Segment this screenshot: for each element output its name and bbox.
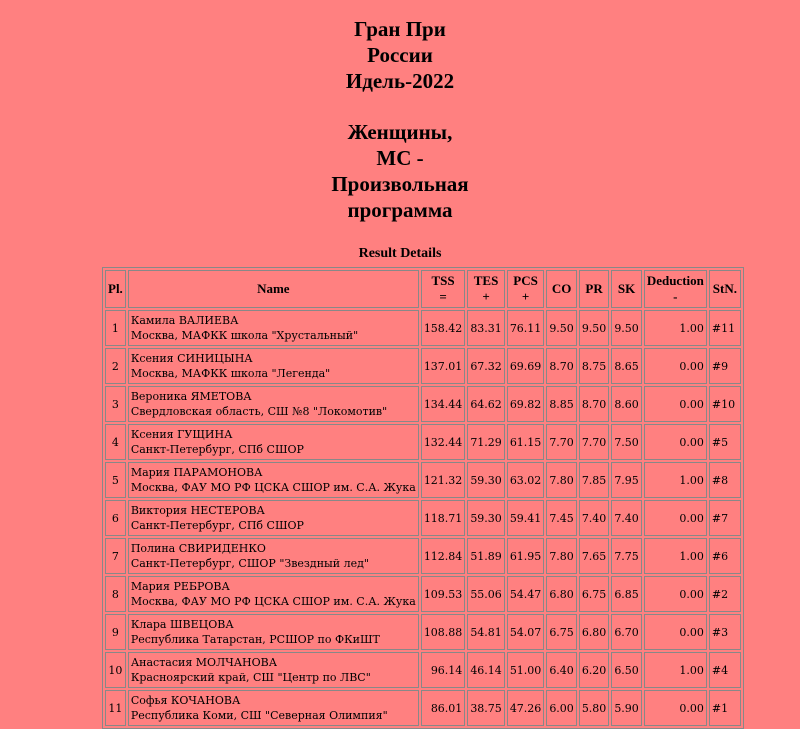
deduction-cell: 0.00 — [644, 614, 707, 650]
pr-cell: 7.65 — [579, 538, 610, 574]
athlete-club: Москва, ФАУ МО РФ ЦСКА СШОР им. С.А. Жука — [130, 481, 416, 494]
co-cell: 8.70 — [546, 348, 577, 384]
athlete-cell — [128, 614, 419, 650]
category-title-line: Женщины, — [347, 120, 453, 144]
table-row — [105, 310, 741, 346]
co-cell: 7.70 — [546, 424, 577, 460]
pcs-cell: 69.82 — [507, 386, 545, 422]
event-title-line: Идель-2022 — [345, 69, 455, 93]
pr-cell: 8.75 — [579, 348, 610, 384]
page-header — [0, 0, 800, 263]
tss-cell: 132.44 — [421, 424, 466, 460]
athlete-name: Мария ПАРАМОНОВА — [130, 466, 263, 479]
table-row — [105, 424, 741, 460]
pr-cell: 8.70 — [579, 386, 610, 422]
deduction-cell: 0.00 — [644, 690, 707, 726]
start-number-cell: #11 — [709, 310, 741, 346]
athlete-club: Москва, МАФКК школа "Хрустальный" — [130, 329, 359, 342]
co-cell: 6.80 — [546, 576, 577, 612]
sk-cell: 7.95 — [611, 462, 642, 498]
table-row — [105, 538, 741, 574]
pr-cell: 7.40 — [579, 500, 610, 536]
athlete-club: Республика Татарстан, РСШОР по ФКиШТ — [130, 633, 380, 646]
pcs-cell: 69.69 — [507, 348, 545, 384]
pr-cell: 6.80 — [579, 614, 610, 650]
category-title-line: Произвольная — [331, 172, 469, 196]
pcs-cell: 54.07 — [507, 614, 545, 650]
athlete-club: Москва, ФАУ МО РФ ЦСКА СШОР им. С.А. Жука — [130, 595, 416, 608]
pr-cell: 9.50 — [579, 310, 610, 346]
sk-cell: 6.70 — [611, 614, 642, 650]
tss-cell: 118.71 — [421, 500, 466, 536]
start-number-cell: #4 — [709, 652, 741, 688]
deduction-cell: 0.00 — [644, 348, 707, 384]
start-number-cell: #5 — [709, 424, 741, 460]
place-cell: 4 — [105, 424, 126, 460]
athlete-name: Виктория НЕСТЕРОВА — [130, 504, 265, 517]
tes-cell: 54.81 — [467, 614, 505, 650]
athlete-cell — [128, 652, 419, 688]
athlete-cell — [128, 538, 419, 574]
table-row — [105, 576, 741, 612]
athlete-cell — [128, 424, 419, 460]
pcs-cell: 47.26 — [507, 690, 545, 726]
place-cell: 5 — [105, 462, 126, 498]
header-pcs-label: PCS — [513, 273, 538, 288]
table-header-row — [105, 270, 741, 308]
event-title-line: Гран При — [354, 17, 446, 41]
header-pr: PR — [579, 270, 610, 308]
sk-cell: 5.90 — [611, 690, 642, 726]
header-co: CO — [546, 270, 577, 308]
deduction-cell: 0.00 — [644, 424, 707, 460]
start-number-cell: #2 — [709, 576, 741, 612]
table-row — [105, 500, 741, 536]
athlete-name: Ксения СИНИЦЫНА — [130, 352, 253, 365]
start-number-cell: #9 — [709, 348, 741, 384]
athlete-cell — [128, 690, 419, 726]
place-cell: 10 — [105, 652, 126, 688]
co-cell: 8.85 — [546, 386, 577, 422]
sk-cell: 7.50 — [611, 424, 642, 460]
co-cell: 6.40 — [546, 652, 577, 688]
athlete-club: Красноярский край, СШ "Центр по ЛВС" — [130, 671, 371, 684]
start-number-cell: #6 — [709, 538, 741, 574]
deduction-cell: 1.00 — [644, 462, 707, 498]
deduction-cell: 0.00 — [644, 576, 707, 612]
sk-cell: 6.85 — [611, 576, 642, 612]
header-sk: SK — [611, 270, 642, 308]
header-place: Pl. — [105, 270, 126, 308]
table-row — [105, 462, 741, 498]
pr-cell: 7.70 — [579, 424, 610, 460]
header-tss-label: TSS — [431, 273, 455, 288]
tes-cell: 59.30 — [467, 462, 505, 498]
place-cell: 8 — [105, 576, 126, 612]
pr-cell: 6.20 — [579, 652, 610, 688]
co-cell: 7.80 — [546, 462, 577, 498]
start-number-cell: #10 — [709, 386, 741, 422]
place-cell: 1 — [105, 310, 126, 346]
results-table — [102, 267, 744, 729]
deduction-cell: 0.00 — [644, 386, 707, 422]
tes-cell: 38.75 — [467, 690, 505, 726]
deduction-cell: 1.00 — [644, 310, 707, 346]
place-cell: 9 — [105, 614, 126, 650]
start-number-cell: #1 — [709, 690, 741, 726]
sk-cell: 9.50 — [611, 310, 642, 346]
pr-cell: 6.75 — [579, 576, 610, 612]
place-cell: 3 — [105, 386, 126, 422]
sk-cell: 7.75 — [611, 538, 642, 574]
category-title — [0, 119, 800, 223]
table-row — [105, 348, 741, 384]
sk-cell: 8.60 — [611, 386, 642, 422]
header-tes — [467, 270, 505, 308]
athlete-cell — [128, 386, 419, 422]
table-row — [105, 614, 741, 650]
athlete-name: Софья КОЧАНОВА — [130, 694, 241, 707]
pcs-cell: 63.02 — [507, 462, 545, 498]
sk-cell: 6.50 — [611, 652, 642, 688]
co-cell: 7.45 — [546, 500, 577, 536]
pcs-cell: 59.41 — [507, 500, 545, 536]
header-tss — [421, 270, 466, 308]
athlete-name: Мария РЕБРОВА — [130, 580, 230, 593]
pcs-cell: 54.47 — [507, 576, 545, 612]
tss-cell: 137.01 — [421, 348, 466, 384]
tes-cell: 71.29 — [467, 424, 505, 460]
header-deduction — [644, 270, 707, 308]
start-number-cell: #3 — [709, 614, 741, 650]
athlete-club: Свердловская область, СШ №8 "Локомотив" — [130, 405, 388, 418]
co-cell: 6.75 — [546, 614, 577, 650]
header-pcs — [507, 270, 545, 308]
header-tes-label: TES — [473, 273, 499, 288]
tss-cell: 108.88 — [421, 614, 466, 650]
pr-cell: 5.80 — [579, 690, 610, 726]
athlete-cell — [128, 348, 419, 384]
tss-cell: 121.32 — [421, 462, 466, 498]
tes-cell: 59.30 — [467, 500, 505, 536]
athlete-club: Санкт-Петербург, СПб СШОР — [130, 519, 304, 532]
category-title-line: программа — [347, 198, 453, 222]
start-number-cell: #8 — [709, 462, 741, 498]
tss-cell: 86.01 — [421, 690, 466, 726]
results-body — [105, 310, 741, 726]
header-tss-sign: = — [439, 289, 447, 304]
athlete-club: Республика Коми, СШ "Северная Олимпия" — [130, 709, 388, 722]
tss-cell: 96.14 — [421, 652, 466, 688]
place-cell: 7 — [105, 538, 126, 574]
section-title: Result Details — [358, 246, 442, 261]
pr-cell: 7.85 — [579, 462, 610, 498]
table-row — [105, 652, 741, 688]
athlete-cell — [128, 500, 419, 536]
header-start-number: StN. — [709, 270, 741, 308]
athlete-name: Анастасия МОЛЧАНОВА — [130, 656, 278, 669]
table-row — [105, 690, 741, 726]
header-pcs-sign: + — [521, 289, 530, 304]
header-name: Name — [128, 270, 419, 308]
tes-cell: 67.32 — [467, 348, 505, 384]
pcs-cell: 76.11 — [507, 310, 545, 346]
athlete-name: Клара ШВЕЦОВА — [130, 618, 234, 631]
table-row — [105, 386, 741, 422]
tes-cell: 83.31 — [467, 310, 505, 346]
co-cell: 6.00 — [546, 690, 577, 726]
athlete-cell — [128, 462, 419, 498]
event-title — [0, 0, 800, 94]
pcs-cell: 61.15 — [507, 424, 545, 460]
athlete-club: Москва, МАФКК школа "Легенда" — [130, 367, 331, 380]
place-cell: 11 — [105, 690, 126, 726]
sk-cell: 7.40 — [611, 500, 642, 536]
tss-cell: 158.42 — [421, 310, 466, 346]
place-cell: 6 — [105, 500, 126, 536]
athlete-name: Камила ВАЛИЕВА — [130, 314, 239, 327]
tes-cell: 51.89 — [467, 538, 505, 574]
co-cell: 7.80 — [546, 538, 577, 574]
athlete-name: Вероника ЯМЕТОВА — [130, 390, 252, 403]
athlete-club: Санкт-Петербург, СШОР "Звездный лед" — [130, 557, 369, 570]
pcs-cell: 61.95 — [507, 538, 545, 574]
tss-cell: 109.53 — [421, 576, 466, 612]
co-cell: 9.50 — [546, 310, 577, 346]
category-title-line: МС - — [376, 146, 424, 170]
header-deduction-sign: - — [673, 289, 678, 304]
header-tes-sign: + — [482, 289, 490, 304]
tes-cell: 55.06 — [467, 576, 505, 612]
deduction-cell: 0.00 — [644, 500, 707, 536]
tss-cell: 134.44 — [421, 386, 466, 422]
deduction-cell: 1.00 — [644, 538, 707, 574]
sk-cell: 8.65 — [611, 348, 642, 384]
event-title-line: России — [367, 43, 433, 67]
athlete-cell — [128, 576, 419, 612]
place-cell: 2 — [105, 348, 126, 384]
deduction-cell: 1.00 — [644, 652, 707, 688]
athlete-club: Санкт-Петербург, СПб СШОР — [130, 443, 304, 456]
start-number-cell: #7 — [709, 500, 741, 536]
tss-cell: 112.84 — [421, 538, 466, 574]
tes-cell: 46.14 — [467, 652, 505, 688]
header-deduction-label: Deduction — [646, 273, 704, 288]
athlete-name: Ксения ГУЩИНА — [130, 428, 233, 441]
athlete-cell — [128, 310, 419, 346]
tes-cell: 64.62 — [467, 386, 505, 422]
pcs-cell: 51.00 — [507, 652, 545, 688]
athlete-name: Полина СВИРИДЕНКО — [130, 542, 266, 555]
